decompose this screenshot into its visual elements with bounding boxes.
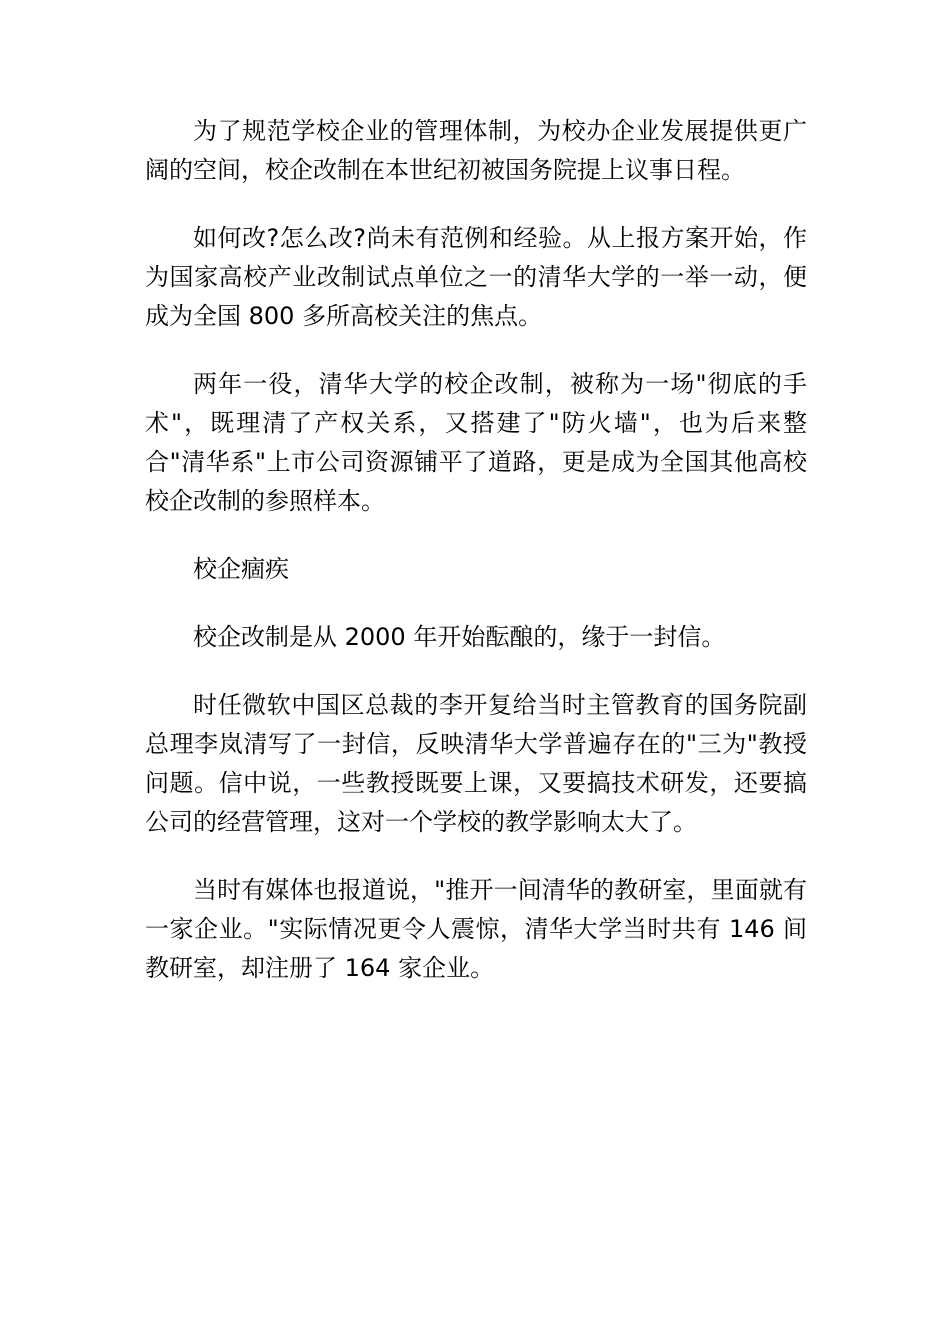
paragraph-4: 校企改制是从 2000 年开始酝酿的，缘于一封信。 xyxy=(193,623,726,651)
paragraph-6: 当时有媒体也报道说，"推开一间清华的教研室，里面就有一家企业。"实际情况更令人震惊，清华大学当时共有 146 间教研室，却注册了 164 家企业。 xyxy=(145,876,807,982)
section-heading: 校企痼疾 xyxy=(193,555,289,583)
paragraph-1: 为了规范学校企业的管理体制，为校办企业发展提供更广阔的空间，校企改制在本世纪初被国务院提上议事日程。 xyxy=(145,117,807,184)
paragraph-2: 如何改?怎么改?尚未有范例和经验。从上报方案开始，作为国家高校产业改制试点单位之一的清华大学的一举一动，便成为全国 800 多所高校关注的焦点。 xyxy=(145,224,807,330)
paragraph-3: 两年一役，清华大学的校企改制，被称为一场"彻底的手术"，既理清了产权关系，又搭建了"防火墙"，也为后来整合"清华系"上市公司资源铺平了道路，更是成为全国其他高校校企改制的参照样本。 xyxy=(145,370,807,515)
paragraph-5: 时任微软中国区总裁的李开复给当时主管教育的国务院副总理李岚清写了一封信，反映清华大学普遍存在的"三为"教授问题。信中说，一些教授既要上课，又要搞技术研发，还要搞公司的经营管理，这对一个学校的教学影响太大了。 xyxy=(145,691,807,836)
document-body xyxy=(145,112,807,1017)
